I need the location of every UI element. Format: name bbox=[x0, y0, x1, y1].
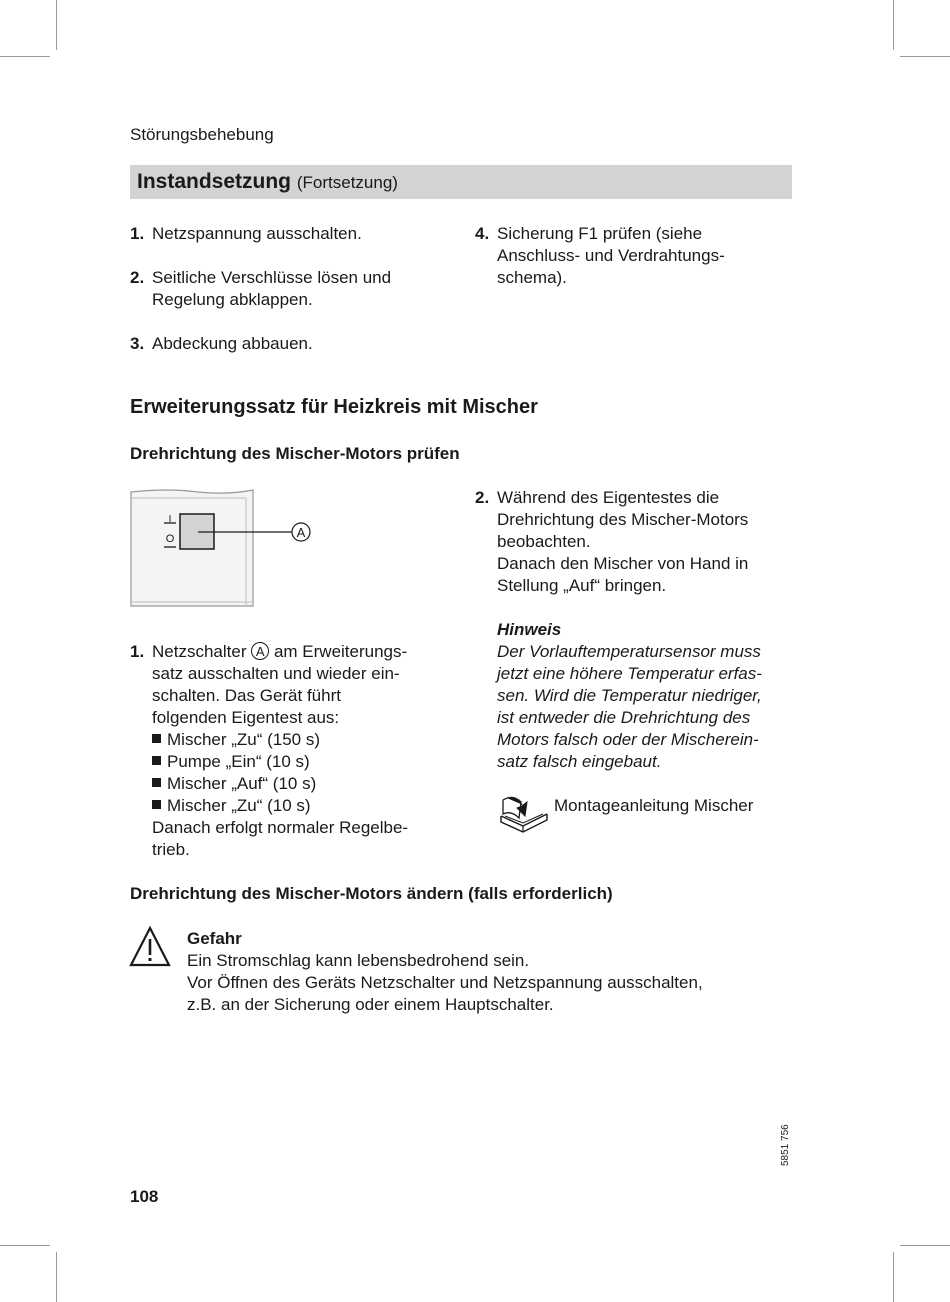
step-text: Stellung „Auf“ bringen. bbox=[497, 576, 667, 595]
crop-mark bbox=[893, 1252, 894, 1302]
note-text: jetzt eine höhere Temperatur erfas- bbox=[497, 664, 762, 683]
step-text: folgenden Eigentest aus: bbox=[152, 708, 340, 727]
danger-heading: Gefahr bbox=[187, 929, 242, 948]
step-text: schema). bbox=[497, 268, 567, 287]
crop-mark bbox=[0, 1245, 50, 1246]
list-item: Mischer „Zu“ (150 s) bbox=[152, 729, 408, 751]
document-number: 5851 756 bbox=[780, 1124, 791, 1166]
switch-off-symbol: O bbox=[165, 533, 175, 545]
crop-mark bbox=[56, 1252, 57, 1302]
danger-block bbox=[187, 928, 703, 1016]
step-number: 1. bbox=[130, 224, 145, 243]
crop-mark bbox=[893, 0, 894, 50]
step-text: Während des Eigentestes die bbox=[497, 488, 720, 507]
step-text: Abdeckung abbauen. bbox=[152, 334, 313, 353]
step-text: Regelung abklappen. bbox=[152, 290, 313, 309]
step-number: 4. bbox=[475, 224, 490, 243]
step-number: 1. bbox=[130, 642, 145, 661]
title-bar bbox=[130, 165, 792, 199]
section-heading: Erweiterungssatz für Heizkreis mit Mischer bbox=[130, 396, 538, 418]
step-text: beobachten. bbox=[497, 532, 591, 551]
step-text: Anschluss- und Verdrahtungs- bbox=[497, 246, 725, 265]
note-text: Der Vorlauftemperatursensor muss bbox=[497, 642, 761, 661]
title-sub: (Fortsetzung) bbox=[296, 173, 398, 192]
step-text: Sicherung F1 prüfen (siehe bbox=[497, 224, 703, 243]
subheading: Drehrichtung des Mischer-Motors prüfen bbox=[130, 444, 460, 463]
step-text: Danach den Mischer von Hand in bbox=[497, 554, 749, 573]
danger-text: z.B. an der Sicherung oder einem Hauptschalter. bbox=[187, 995, 554, 1014]
crop-mark bbox=[56, 0, 57, 50]
step-number: 2. bbox=[475, 488, 490, 507]
switch-on-symbol: I bbox=[168, 514, 172, 525]
label-a-marker: A bbox=[251, 642, 269, 660]
note-text: ist entweder die Drehrichtung des bbox=[497, 708, 751, 727]
list-item: Pumpe „Ein“ (10 s) bbox=[152, 751, 408, 773]
subheading: Drehrichtung des Mischer-Motors ändern (falls erforderlich) bbox=[130, 884, 613, 903]
note-heading: Hinweis bbox=[497, 620, 562, 639]
note-text: satz falsch eingebaut. bbox=[497, 752, 662, 771]
step-text: Seitliche Verschlüsse lösen und bbox=[152, 268, 392, 287]
note-text: sen. Wird die Temperatur niedriger, bbox=[497, 686, 762, 705]
title-main: Instandsetzung bbox=[137, 170, 292, 193]
callout-label: A bbox=[296, 525, 306, 540]
page-number: 108 bbox=[130, 1187, 159, 1206]
step-text: Danach erfolgt normaler Regelbe- bbox=[152, 818, 409, 837]
note-text: Motors falsch oder der Mischerein- bbox=[497, 730, 759, 749]
crop-mark bbox=[900, 1245, 950, 1246]
warning-triangle-icon bbox=[129, 925, 171, 969]
step-text: trieb. bbox=[152, 840, 190, 859]
step-text: Drehrichtung des Mischer-Motors bbox=[497, 510, 749, 529]
danger-text: Vor Öffnen des Geräts Netzschalter und Netzspannung ausschalten, bbox=[187, 973, 703, 992]
step-text: Netzspannung ausschalten. bbox=[152, 224, 362, 243]
list-item: Mischer „Auf“ (10 s) bbox=[152, 773, 408, 795]
section-label: Störungsbehebung bbox=[130, 125, 274, 144]
crop-mark bbox=[0, 56, 50, 57]
step-text: am Erweiterungs- bbox=[273, 642, 408, 661]
reference-text: Montageanleitung Mischer bbox=[554, 796, 754, 815]
manual-book-icon bbox=[497, 792, 553, 836]
list-item: Mischer „Zu“ (10 s) bbox=[152, 795, 408, 817]
step-text: satz ausschalten und wieder ein- bbox=[152, 664, 400, 683]
step-text: schalten. Das Gerät führt bbox=[152, 686, 341, 705]
step-number: 3. bbox=[130, 334, 145, 353]
step-number: 2. bbox=[130, 268, 145, 287]
step-text: Netzschalter bbox=[152, 642, 247, 661]
crop-mark bbox=[900, 56, 950, 57]
danger-text: Ein Stromschlag kann lebensbedrohend sein. bbox=[187, 951, 530, 970]
page-title bbox=[137, 170, 398, 194]
control-panel-figure bbox=[128, 486, 328, 611]
